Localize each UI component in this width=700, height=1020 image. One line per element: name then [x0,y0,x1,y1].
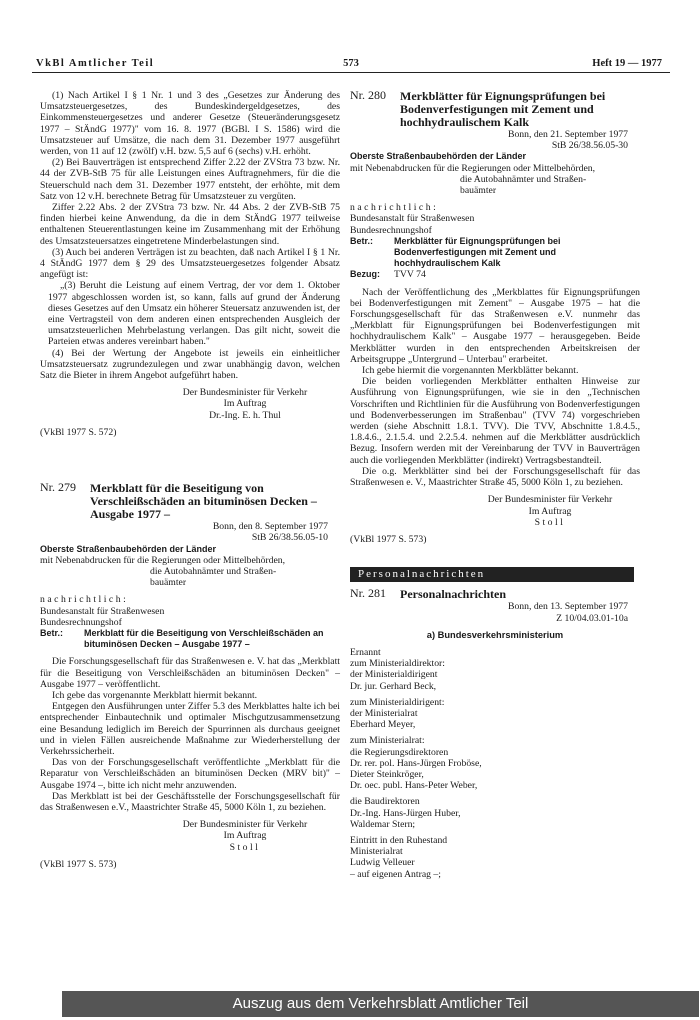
paragraph: (2) Bei Bauverträgen ist entsprechend Ziffer 2.22 der ZVStra 73 bzw. Nr. 44 der ZVB-StB 75 für alle Leistungen eines Auftragnehmers, für die die Steuerschuld nach dem 31. Dezember 1977 entsteht, der erhöhte, mit dem Satz von 12 v.H. berechnete Betrag für Umsatzsteuer zu vergüten. [40,157,340,202]
personnel-line: Waldemar Stern; [350,818,416,830]
nachrichtlich-label: nachrichtlich: [350,202,439,214]
item-heading-279 [40,482,340,521]
signature-block [350,494,640,528]
copy-to-line: mit Nebenabdrucken für die Regierungen oder Mittelbehörden, [40,554,286,566]
reference: (VkBl 1977 S. 573) [350,533,427,545]
paragraph: (4) Bei der Wertung der Angebote ist jeweils ein einheitlicher Umsatzsteuersatz zugrundezulegen und zwar unabhängig davon, welchen Satz die Bieter in ihrem Angebot aufgeführt haben. [40,347,340,382]
subject-key: Betr.: [350,235,374,246]
personnel-line: Eberhard Meyer, [350,719,416,731]
recipient: Bundesrechnungshof [40,616,122,628]
section-banner: Personalnachrichten [350,567,634,582]
paragraph: Ich gebe das vorgenannte Merkblatt hiermit bekannt. [52,689,258,701]
page-number: 573 [343,58,359,69]
personnel-line: Dr. jur. Gerhard Beck, [350,680,437,692]
signature-block [40,387,340,421]
subject-text: Merkblätter für Eignungsprüfungen bei Bodenverfestigungen mit Zement und hochhydraulischem Kalk [394,235,561,269]
paragraph: Die Forschungsgesellschaft für das Straßenwesen e. V. hat das „Merkblatt für die Beseitigung von Verschleißschäden an bituminösen Decken" – Ausgabe 1977 – veröffentlicht. [40,656,340,690]
personnel-line: Dr. oec. publ. Hans-Peter Weber, [350,780,478,792]
item-title: Personalnachrichten [400,587,506,602]
copy-to [350,163,640,197]
paragraph: (1) Nach Artikel I § 1 Nr. 1 und 3 des „Gesetzes zur Änderung des Umsatzsteuergesetzes, des Bundeskindergeldgesetzes, des Einkommensteuergesetzes und anderer Gesetze (Steueränderungsgesetz 1977 – StÄndG 1977)" vom 16. 8. 1977 (BGBl. I S. 1586) wird die Umsatzsteuer auf Umsätze, die nach dem 31. Dezember 1977 ausgeführt werden, von 11 auf 12 (zwölf) v.H. bzw. 5,5 auf 6 (sechs) v.H. erhöht. [40,90,340,158]
paragraph: (3) Auch bei anderen Verträgen ist zu beachten, daß nach Artikel I § 1 Nr. 4 StÄndG 1977 dem § 29 des Umsatzsteuergesetzes folgender Absatz angefügt ist: [40,246,340,281]
personnel-line: zum Ministerialdirektor: [350,658,445,670]
signature-line: Der Bundesminister für Verkehr [182,819,308,831]
signature-line: Der Bundesminister für Verkehr [487,494,613,506]
copy-to [40,555,340,589]
signature-block [40,819,340,853]
personnel-line: Ministerialrat [350,846,403,858]
addressee: Oberste Straßenbaubehörden der Länder [350,151,527,162]
subject-line [350,236,640,270]
item-heading-281 [350,588,640,601]
paragraph: Die o.g. Merkblätter sind bei der Forschungsgesellschaft für das Straßenwesen e. V., Maastrichter Straße 45, 5000 Köln 1, zu beziehen. [350,465,640,489]
paragraph: Das Merkblatt ist bei der Geschäftsstelle der Forschungsgesellschaft für das Straßenwesen e.V., Maastrichter Straße 45, 5000 Köln 1, zu beziehen. [40,790,340,813]
subject-text: Merkblatt für die Beseitigung von Verschleißschäden an bituminösen Decken – Ausgabe 1977 – [84,627,324,650]
personnel-line: der Ministerialdirigent [350,669,438,681]
personnel-line: die Regierungsdirektoren [350,746,449,758]
personnel-line: zum Ministerialdirigent: [350,696,445,708]
item-file-number: StB 26/38.56.05-10 [251,532,328,544]
item-heading-280 [350,90,640,129]
signature-line: Im Auftrag [223,398,267,410]
item-file-number: StB 26/38.56.05-30 [551,140,628,152]
right-column [350,90,640,880]
recipient: Bundesanstalt für Straßenwesen [350,213,475,225]
personnel-line: Dieter Steinkröger, [350,768,424,780]
item-title: Merkblätter für Eignungsprüfungen bei Bodenverfestigungen mit Zement und hochhydraulischem Kalk [400,89,606,129]
item-title: Merkblatt für die Beseitigung von Verschleißschäden an bituminösen Decken – Ausgabe 1977 – [90,481,317,522]
reference-key: Bezug: [350,269,380,280]
signature-name: Stoll [534,516,566,528]
personnel-line: Ernannt [350,646,381,658]
personnel-line: der Ministerialrat [350,707,418,719]
copy-to-line: die Autobahnämter und Straßen- [150,565,277,577]
personnel-line: Dr. rer. pol. Hans-Jürgen Froböse, [350,757,482,769]
paragraph: Die beiden vorliegenden Merkblätter enthalten Hinweise zur Ausführung von Eignungsprüfungen, wie sie in den „Technischen Vorschriften und Richtlinien für die Ausführung von Bodenverfestigungen und Bodenverbesserungen im Straßenbau" (TVV 74) vorgeschrieben werden (siehe Abschnitt 1.8.1. TVV). Die TVV, Abschnitte 1.8.4.5., 1.8.4.6., 2.1.5.4. und 2.2.5.4. nehmen auf die Merkblätter ausdrücklich Bezug. Insofern werden mit der Vereinbarung der TVV in Bauverträgen auch die vorliegenden Merkblätter (indirekt) Vertragsbestandteil. [350,376,640,466]
addressee: Oberste Straßenbaubehörden der Länder [40,543,217,554]
personnel-list [350,647,640,880]
copy-to-line: die Autobahnämter und Straßen- [460,173,587,185]
item-number: Nr. 281 [350,586,386,601]
subject-key: Betr.: [40,627,64,638]
item-file-number: Z 10/04.03.01-10a [556,612,628,624]
issue-label: Heft 19 — 1977 [592,58,662,69]
reference-text: TVV 74 [394,269,426,281]
signature-name: Dr.-Ing. E. h. Thul [209,409,281,421]
reference-line [350,269,640,280]
recipient: Bundesrechnungshof [350,224,432,236]
journal-title: VkBl Amtlicher Teil [36,58,155,69]
recipient: Bundesanstalt für Straßenwesen [40,605,165,617]
copy-to-line: bauämter [460,185,497,197]
reference: (VkBl 1977 S. 573) [40,858,117,870]
copy-to-line: mit Nebenabdrucken für die Regierungen oder Mittelbehörden, [350,162,596,174]
page-header [32,56,670,73]
personnel-line: zum Ministerialrat: [350,735,425,747]
signature-line: Im Auftrag [223,830,267,842]
signature-line: Der Bundesminister für Verkehr [182,387,308,399]
subject-line [40,628,340,650]
quoted-paragraph: „(3) Beruht die Leistung auf einem Vertrag, der vor dem 1. Oktober 1977 abgeschlossen worden ist, so kann, falls auf grund der Änderung dieses Gesetzes auf den Umsatz ein höherer Steuersatz anzuwenden ist, der eine Vertragsteil von dem anderen einen entsprechenden Ausgleich der umsatzsteuerlichen Mehrbelastung verlangen. Das gilt nicht, soweit die Parteien etwas anderes vereinbart haben." [48,280,340,348]
personnel-line: Eintritt in den Ruhestand [350,834,448,846]
item-date: Bonn, den 8. September 1977 [212,521,328,533]
signature-name: Stoll [229,841,261,853]
personnel-line: Ludwig Velleuer [350,857,415,869]
paragraph: Nach der Veröffentlichung des „Merkblattes für Eignungsprüfungen bei Bodenverfestigungen mit Zement" – Ausgabe 1975 – hat die Forschungsgesellschaft für das Straßenwesen e.V. nunmehr das „Merkblatt für Eignungsprüfungen bei Bodenverfestigungen mit hochhydraulischem Kalk" – Ausgabe 1977 – herausgegeben. Beide Merkblätter wurden in den entsprechenden Arbeitskreisen der Arbeitsgruppe „Untergrund – Unterbau" erarbeitet. [350,286,640,365]
personnel-line: Dr.-Ing. Hans-Jürgen Huber, [350,807,461,819]
item-number: Nr. 279 [40,480,76,495]
personnel-line: – auf eigenen Antrag –; [350,868,441,880]
paragraph: Ich gebe hiermit die vorgenannten Merkblätter bekannt. [362,365,579,377]
copy-to-line: bauämter [150,577,187,589]
reference: (VkBl 1977 S. 572) [40,426,117,438]
item-number: Nr. 280 [350,88,386,102]
personnel-line: die Baudirektoren [350,796,420,808]
paragraph: Das von der Forschungsgesellschaft veröffentlichte „Merkblatt für die Reparatur von Verschleißschäden an bituminösen Decken (MRV bit)" – Ausgabe 1974 –, bitte ich nicht mehr anzuwenden. [40,757,340,791]
signature-line: Im Auftrag [528,505,572,517]
paragraph: Ziffer 2.22 Abs. 2 der ZVStra 73 bzw. Nr. 44 Abs. 2 der ZVB-StB 75 finden hierbei keine Anwendung, da die in dem StÄndG 1977 teilweise enthaltenen Steuerentlastungen keine im Zusammenhang mit der Erhöhung des Umsatzsteuersatzes eingetretene Minderbelastungen sind. [40,202,340,247]
item-date: Bonn, den 21. September 1977 [507,129,628,140]
subheading: a) Bundesverkehrsministerium [426,629,564,640]
left-column [40,90,340,870]
item-date: Bonn, den 13. September 1977 [507,601,628,613]
footer-banner: Auszug aus dem Verkehrsblatt Amtlicher Teil [62,991,699,1017]
nachrichtlich-label: nachrichtlich: [40,594,129,606]
paragraph: Entgegen den Ausführungen unter Ziffer 5.3 des Merkblattes halte ich bei entsprechender Einbautechnik und optimaler Mischgutzusammensetzung eine Besandung lediglich im Bereich der Spurrinnen als durchaus geeignet und in vielen Fällen ausreichende Maßnahme zur Wiederherstellung der Verkehrssicherheit. [40,701,340,757]
